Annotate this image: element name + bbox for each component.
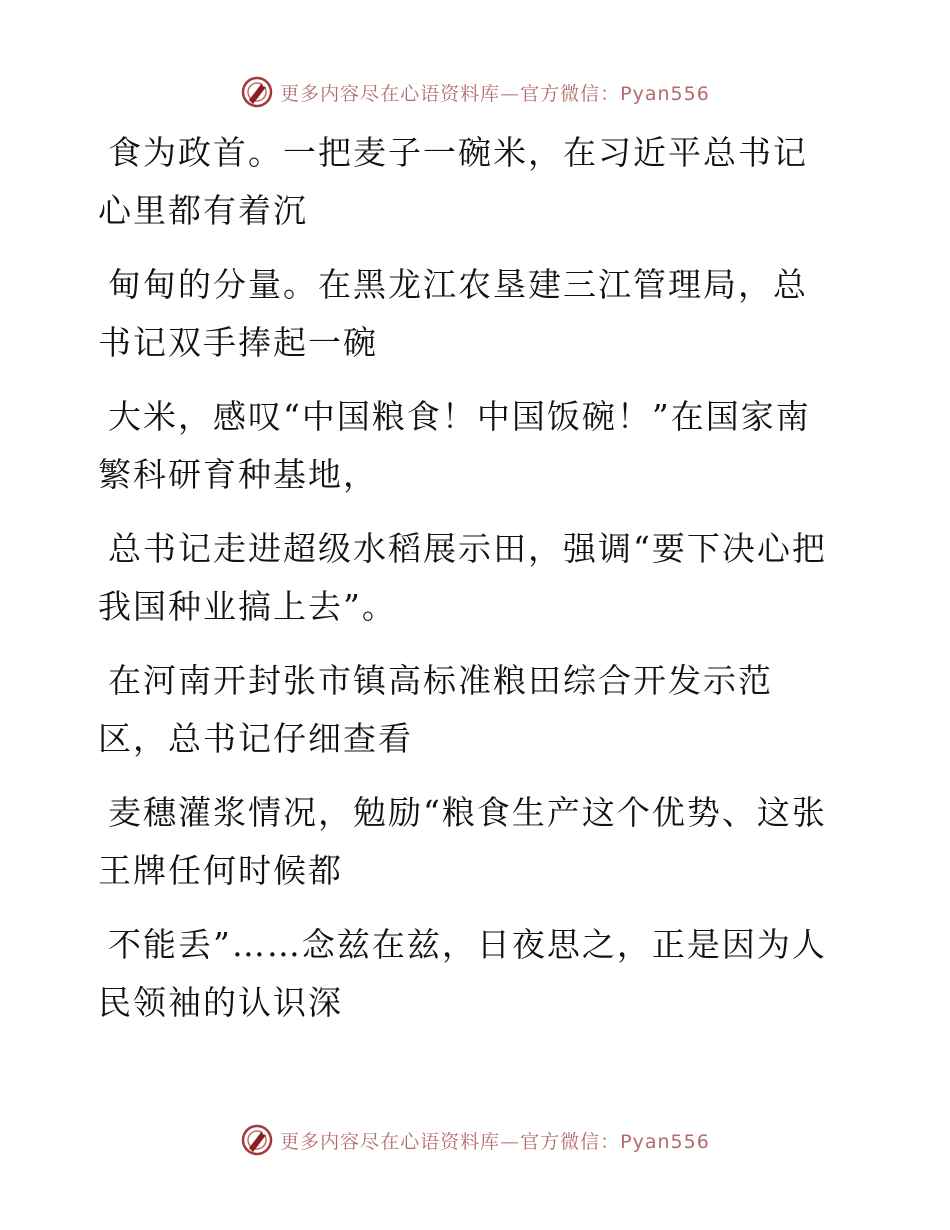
paragraph-3: 大米，感叹“中国粮食！中国饭碗！”在国家南繁科研育种基地， (98, 397, 811, 494)
header-banner-separator: — (500, 82, 521, 105)
document-body (98, 124, 838, 1048)
header-banner-text (280, 79, 710, 106)
paragraph-2: 甸甸的分量。在黑龙江农垦建三江管理局，总书记双手捧起一碗 (98, 265, 808, 362)
paragraph-4: 总书记走进超级水稻展示田，强调“要下决心把我国种业搞上去”。 (98, 529, 827, 626)
footer-banner-main: 更多内容尽在心语资料库 (280, 1130, 501, 1153)
paragraph-6: 麦穗灌浆情况，勉励“粮食生产这个优势、这张王牌任何时候都 (98, 793, 827, 890)
paragraph-5: 在河南开封张市镇高标准粮田综合开发示范区，总书记仔细查看 (98, 661, 773, 758)
footer-banner-text (280, 1127, 710, 1154)
footer-banner-contact: 官方微信：Pyan556 (520, 1130, 710, 1153)
header-banner-contact: 官方微信：Pyan556 (520, 82, 710, 105)
header-banner (0, 70, 950, 114)
paragraph-7: 不能丢”……念兹在兹，日夜思之，正是因为人民领袖的认识深 (98, 925, 827, 1022)
paragraph-1: 食为政首。一把麦子一碗米，在习近平总书记心里都有着沉 (98, 133, 808, 230)
header-banner-main: 更多内容尽在心语资料库 (280, 82, 501, 105)
pen-nib-logo-icon (240, 75, 274, 109)
footer-banner (0, 1118, 950, 1162)
footer-banner-separator: — (500, 1130, 521, 1153)
pen-nib-logo-icon (240, 1123, 274, 1157)
